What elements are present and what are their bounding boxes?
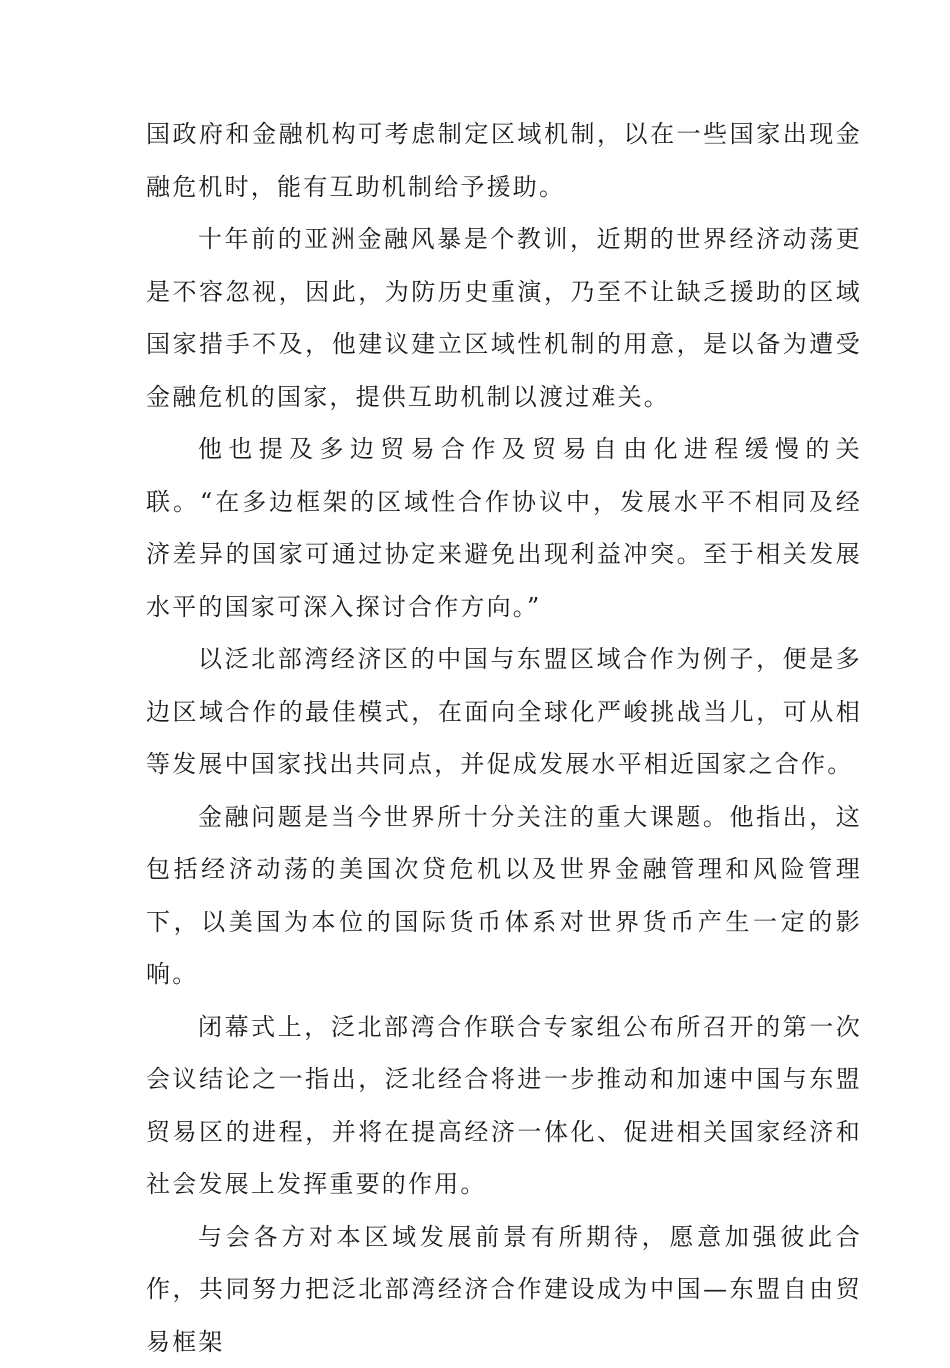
body-text (146, 108, 862, 1368)
paragraph: 他也提及多边贸易合作及贸易自由化进程缓慢的关联。“在多边框架的区域性合作协议中，发展水平不相同及经济差异的国家可通过协定来避免出现利益冲突。至于相关发展水平的国家可深入探讨合作方向。” (146, 423, 862, 633)
paragraph: 与会各方对本区域发展前景有所期待，愿意加强彼此合作，共同努力把泛北部湾经济合作建设成为中国—东盟自由贸易框架 (146, 1211, 862, 1368)
paragraph: 以泛北部湾经济区的中国与东盟区域合作为例子，便是多边区域合作的最佳模式，在面向全球化严峻挑战当儿，可从相等发展中国家找出共同点，并促成发展水平相近国家之合作。 (146, 633, 862, 791)
paragraph-continued: 国政府和金融机构可考虑制定区域机制，以在一些国家出现金融危机时，能有互助机制给予援助。 (146, 108, 862, 213)
paragraph: 闭幕式上，泛北部湾合作联合专家组公布所召开的第一次会议结论之一指出，泛北经合将进一步推动和加速中国与东盟贸易区的进程，并将在提高经济一体化、促进相关国家经济和社会发展上发挥重要的作用。 (146, 1001, 862, 1211)
paragraph: 十年前的亚洲金融风暴是个教训，近期的世界经济动荡更是不容忽视，因此，为防历史重演，乃至不让缺乏援助的区域国家措手不及，他建议建立区域性机制的用意，是以备为遭受金融危机的国家，提供互助机制以渡过难关。 (146, 213, 862, 423)
paragraph: 金融问题是当今世界所十分关注的重大课题。他指出，这包括经济动荡的美国次贷危机以及世界金融管理和风险管理下，以美国为本位的国际货币体系对世界货币产生一定的影响。 (146, 791, 862, 1001)
